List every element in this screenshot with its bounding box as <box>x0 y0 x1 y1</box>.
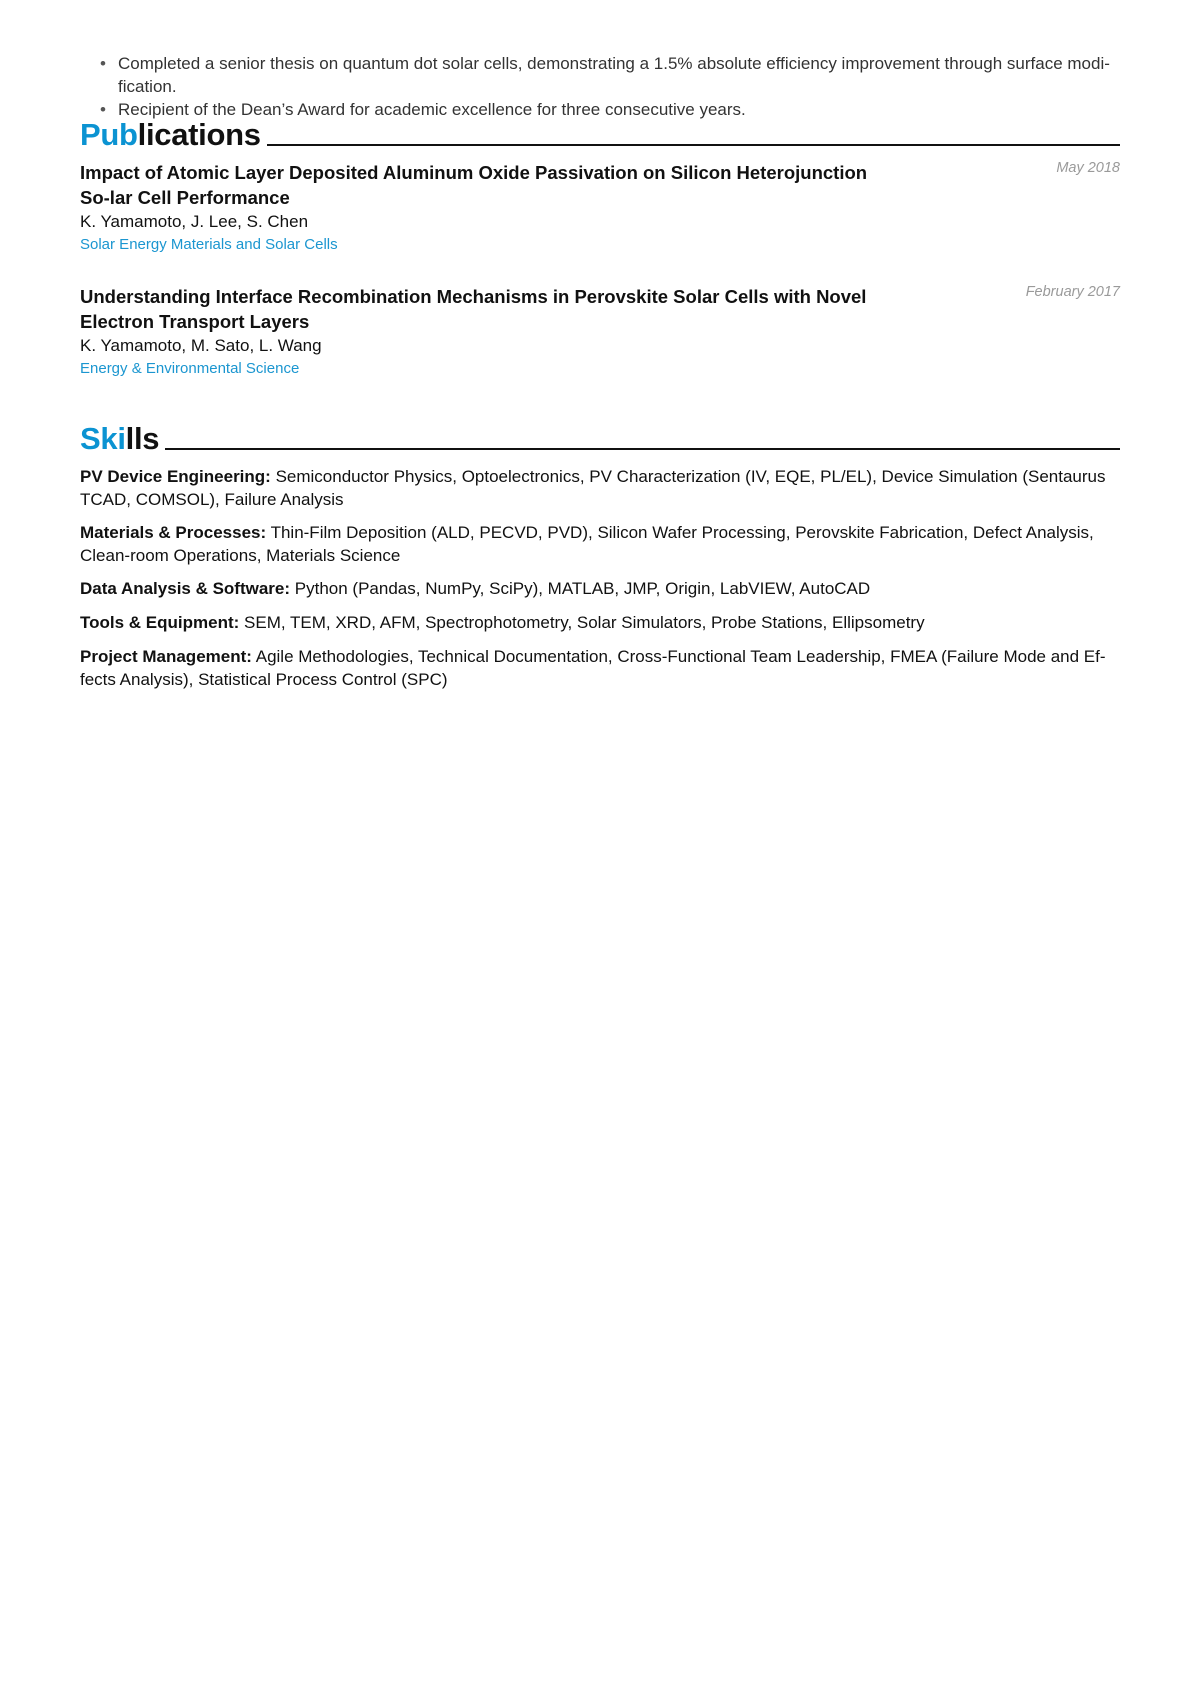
skills-title-rest: lls <box>125 421 160 456</box>
skill-value: Semiconductor Physics, Optoelectronics, PV Characterization (IV, EQE, PL/EL), Device Simulation (Sentaurus TCAD, COMSOL), Failure Analysis <box>80 467 1106 509</box>
skill-item <box>80 611 1120 634</box>
education-bullet <box>100 52 1120 98</box>
bullet-icon: • <box>100 100 106 119</box>
skills-title <box>80 422 159 456</box>
skill-item <box>80 465 1120 511</box>
publication-entry <box>80 160 1120 256</box>
skill-value: Python (Pandas, NumPy, SciPy), MATLAB, JMP, Origin, LabVIEW, AutoCAD <box>294 579 871 598</box>
publication-authors: K. Yamamoto, J. Lee, S. Chen <box>80 212 309 231</box>
publications-title-rest: lications <box>137 117 261 152</box>
skill-value: Agile Methodologies, Technical Documentation, Cross-Functional Team Leadership, FMEA (Failure Mode and Ef-fects Analysis), Statistical Process Control (SPC) <box>80 647 1106 689</box>
section-divider <box>165 448 1120 450</box>
section-divider <box>267 144 1120 146</box>
publication-entry <box>80 284 1120 380</box>
skill-item <box>80 645 1120 691</box>
publications-heading <box>80 118 1120 152</box>
skill-label: Materials & Processes: <box>80 523 267 542</box>
education-bullet-text: Recipient of the Dean’s Award for academic excellence for three consecutive years. <box>118 100 746 119</box>
skill-label: Tools & Equipment: <box>80 613 240 632</box>
education-bullet-text: Completed a senior thesis on quantum dot solar cells, demonstrating a 1.5% absolute efficiency improvement through surface modi-fication. <box>118 54 1110 96</box>
publication-authors: K. Yamamoto, M. Sato, L. Wang <box>80 336 322 355</box>
publication-date: February 2017 <box>1025 284 1120 300</box>
publication-venue[interactable]: Energy & Environmental Science <box>80 360 300 377</box>
bullet-icon: • <box>100 54 106 73</box>
skill-label: Data Analysis & Software: <box>80 579 291 598</box>
publication-title: Understanding Interface Recombination Mechanisms in Perovskite Solar Cells with Novel Electron Transport Layers <box>80 286 867 332</box>
education-bullet-list <box>100 52 1120 121</box>
publication-date: May 2018 <box>1056 160 1120 176</box>
skill-label: Project Management: <box>80 647 252 666</box>
skill-item <box>80 577 1120 600</box>
publication-title: Impact of Atomic Layer Deposited Aluminum Oxide Passivation on Silicon Heterojunction So-lar Cell Performance <box>80 162 868 208</box>
skill-label: PV Device Engineering: <box>80 467 271 486</box>
publication-venue[interactable]: Solar Energy Materials and Solar Cells <box>80 236 338 253</box>
skill-value: Thin-Film Deposition (ALD, PECVD, PVD), Silicon Wafer Processing, Perovskite Fabrication, Defect Analysis, Clean-room Operations, Materials Science <box>80 523 1094 565</box>
skills-title-accent: Ski <box>80 421 126 456</box>
publications-title <box>80 118 261 152</box>
skill-value: SEM, TEM, XRD, AFM, Spectrophotometry, Solar Simulators, Probe Stations, Ellipsometry <box>244 613 925 632</box>
publications-title-accent: Pub <box>80 117 138 152</box>
skill-item <box>80 521 1120 567</box>
skills-heading <box>80 422 1120 456</box>
